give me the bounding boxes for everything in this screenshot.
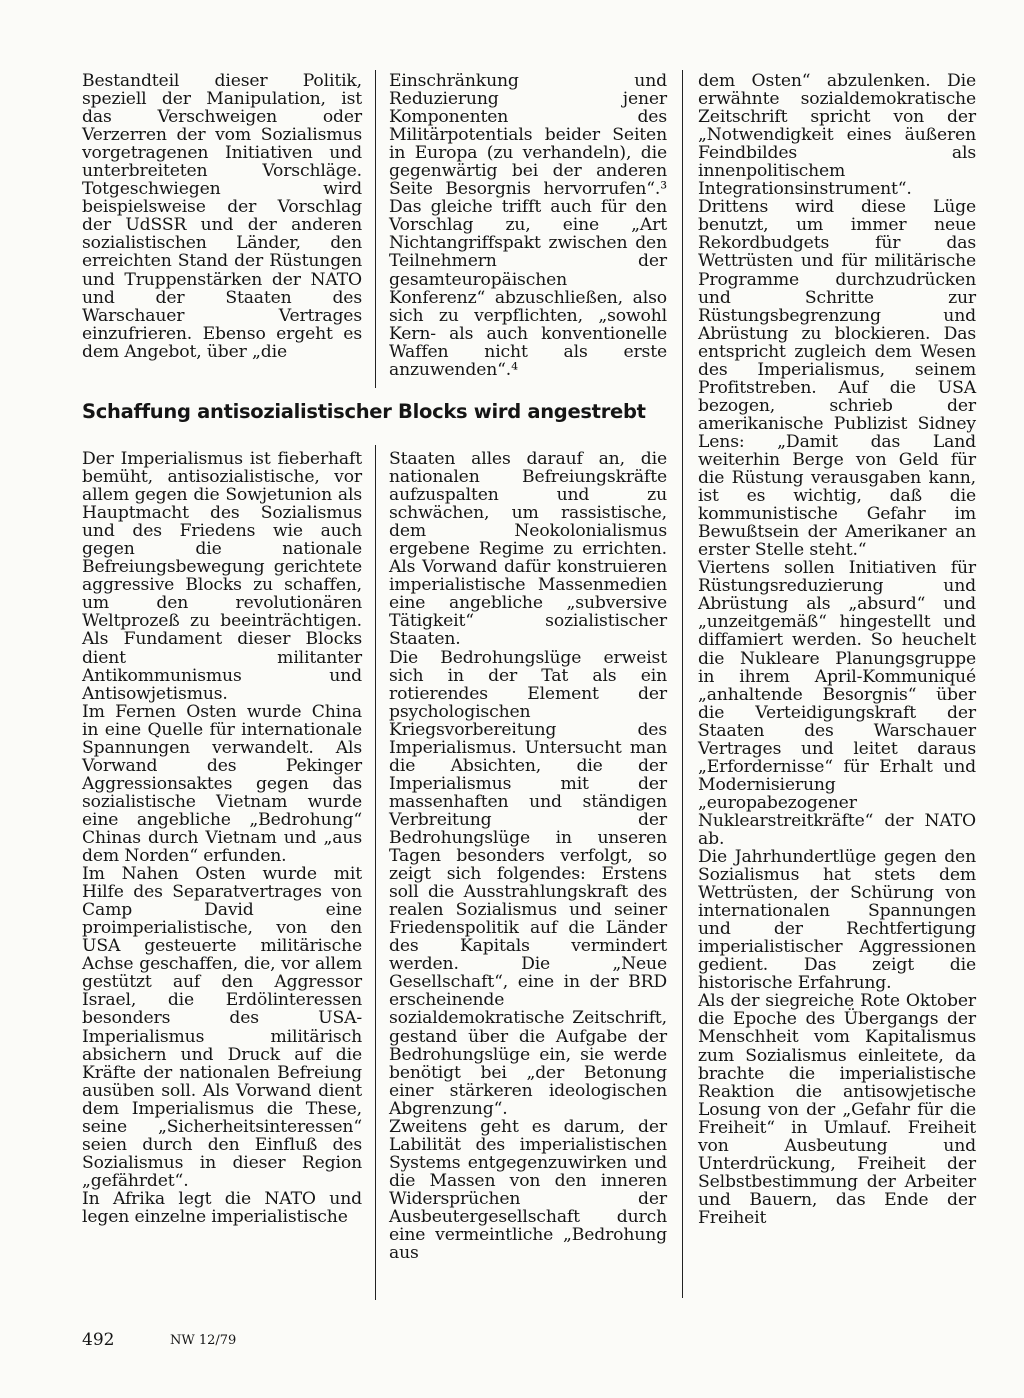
- paragraph: Bestandteil dieser Politik, speziell der Manipulation, ist das Verschweigen oder Verzerren der vom Sozialismus vorgetragenen Initiativen und unterbreiteten Vorschläge. Totgeschwiegen wird beispielsweise der Vorschlag der UdSSR und der anderen sozialistischen Länder, den erreichten Stand der Rüstungen und Truppenstärken der NATO und der Staaten des Warschauer Vertrages einzufrieren. Ebenso ergeht es dem Angebot, über „die: [82, 71, 362, 362]
- paragraph: Im Fernen Osten wurde China in eine Quelle für internationale Spannungen verwandelt. Als Vorwand des Pekinger Aggressionsaktes gegen das sozialistische Vietnam wurde eine angebliche „Bedrohung“ Chinas durch Vietnam und „aus dem Norden“ erfunden.: [82, 701, 362, 867]
- paragraph: Die Bedrohungslüge erweist sich in der Tat als ein rotierendes Element der psychologischen Kriegsvorbereitung des Imperialismus. Untersucht man die Absichten, die der Imperialismus mit der massenhaften und ständigen Verbreitung der Bedrohungslüge in unseren Tagen besonders verfolgt, so zeigt sich folgendes: Erstens soll die Ausstrahlungskraft des realen Sozialismus und seiner Friedenspolitik auf die Länder des Kapitals vermindert werden. Die „Neue Gesellschaft“, eine in der BRD erscheinende sozialdemokratische Zeitschrift, gestand über die Aufgabe der Bedrohungslüge ein, sie werde benötigt bei „der Betonung einer stärkeren ideologischen Abgrenzung“.: [389, 647, 667, 1119]
- paragraph: dem Osten“ abzulenken. Die erwähnte sozialdemokratische Zeitschrift spricht von der „Notwendigkeit eines äußeren Feindbildes als innenpolitischem Integrationsinstrument“.: [698, 71, 976, 200]
- paragraph: Drittens wird diese Lüge benutzt, um immer neue Rekordbudgets für das Wettrüsten und für militärische Programme durchzudrücken und Schritte zur Rüstungsbegrenzung und Abrüstung zu blockieren. Das entspricht zugleich dem Wesen des Imperialismus, seinem Profitstreben. Auf die USA bezogen, schrieb der amerikanische Publizist Sidney Lens: „Damit das Land weiterhin Berge von Geld für die Rüstung verausgaben kann, ist es wichtig, daß die kommunistische Gefahr im Bewußtsein der Amerikaner an erster Stelle steht.“: [698, 197, 976, 561]
- paragraph: Die Jahrhundertlüge gegen den Sozialismus hat stets dem Wettrüsten, der Schürung von internationalen Spannungen und der Rechtfertigung imperialistischer Aggressionen gedient. Das zeigt die historische Erfahrung.: [698, 847, 976, 994]
- paragraph: Im Nahen Osten wurde mit Hilfe des Separatvertrages von Camp David eine proimperialistische, von den USA gesteuerte militärische Achse geschaffen, die, vor allem gestützt auf den Aggressor Israel, die Erdölinteressen besonders des USA-Imperialismus militärisch absichern und Druck auf die Kräfte der nationalen Befreiung ausüben soll. Als Vorwand dient dem Imperialismus die These, seine „Sicherheitsinteressen“ seien durch den Einfluß des Sozialismus in dieser Region „gefährdet“.: [82, 864, 362, 1191]
- paragraph: Als der siegreiche Rote Oktober die Epoche des Übergangs der Menschheit vom Kapitalismus zum Sozialismus einleitete, da brachte die imperialistische Reaktion die antisowjetische Losung von der „Gefahr für die Freiheit“ in Umlauf. Freiheit von Ausbeutung und Unterdrückung, Freiheit der Selbstbestimmung der Arbeiter und Bauern, das Ende der Freiheit: [698, 991, 976, 1228]
- column-rule-1-bottom: [375, 445, 376, 1300]
- paragraph: Staaten alles darauf an, die nationalen Befreiungskräfte aufzuspalten und zu schwächen, um rassistische, dem Neokolonialismus ergebene Regime zu errichten. Als Vorwand dafür konstruieren imperialistische Massenmedien eine angebliche „subversive Tätigkeit“ sozialistischer Staaten.: [389, 449, 667, 650]
- paragraph: Zweitens geht es darum, der Labilität des imperialistischen Systems entgegenzuwirken und die Massen von den inneren Widersprüchen der Ausbeutergesellschaft durch eine vermeintliche „Bedrohung aus: [389, 1116, 667, 1264]
- column-3: [698, 72, 976, 1227]
- column-rule-2: [682, 70, 683, 1298]
- issue-label: NW 12/79: [170, 1333, 237, 1348]
- section-headline: Schaffung antisozialistischer Blocks wird angestrebt: [82, 400, 646, 423]
- paragraph: Viertens sollen Initiativen für Rüstungsreduzierung und Abrüstung als „absurd“ und „unzeitgemäß“ hingestellt und diffamiert werden. So heuchelt die Nukleare Planungsgruppe in ihrem April-Kommuniqué „anhaltende Besorgnis“ über die Verteidigungskraft der Staaten des Warschauer Vertrages und leitet daraus „Erfordernisse“ für Erhalt und Modernisierung „europabezogener Nuklearstreitkräfte“ der NATO ab.: [698, 558, 976, 849]
- column-1-bottom: [82, 450, 362, 1226]
- column-2-top: [389, 72, 667, 379]
- paragraph: In Afrika legt die NATO und legen einzelne imperialistische: [82, 1188, 362, 1227]
- paragraph: Der Imperialismus ist fieberhaft bemüht, antisozialistische, vor allem gegen die Sowjetunion als Hauptmacht des Sozialismus und des Friedens wie auch gegen die nationale Befreiungsbewegung gerichtete aggressive Blocks zu schaffen, um den revolutionären Weltprozeß zu beeinträchtigen. Als Fundament dieser Blocks dient militanter Antikommunismus und Antisowjetismus.: [82, 449, 362, 704]
- column-2-bottom: [389, 450, 667, 1262]
- paragraph: Einschränkung und Reduzierung jener Komponenten des Militärpotentials beider Seiten in Europa (zu verhandeln), die gegenwärtig bei der anderen Seite Besorgnis hervorrufen“.³ Das gleiche trifft auch für den Vorschlag zu, eine „Art Nichtangriffspakt zwischen den Teilnehmern der gesamteuropäischen Konferenz“ abzuschließen, also sich zu verpflichten, „sowohl Kern- als auch konventionelle Waffen nicht als erste anzuwenden“.⁴: [389, 71, 667, 380]
- page-number: 492: [82, 1330, 115, 1350]
- column-rule-1-top: [375, 70, 376, 388]
- column-1-top: [82, 72, 362, 361]
